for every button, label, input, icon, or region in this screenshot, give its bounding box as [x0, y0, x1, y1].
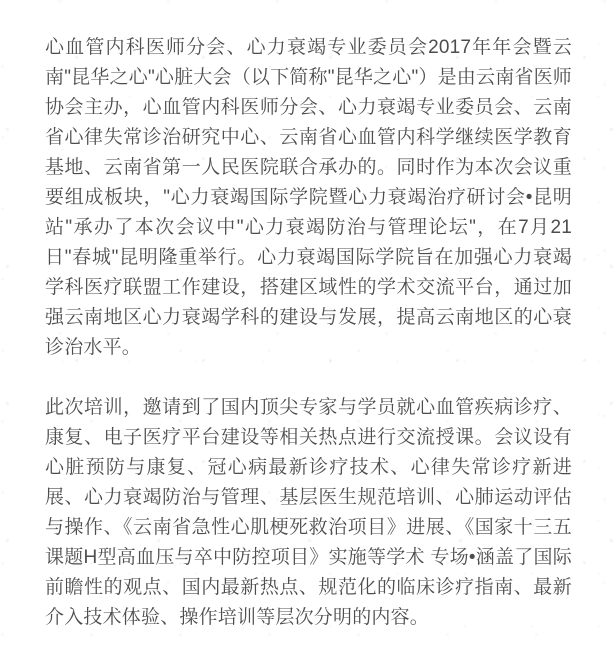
- article-body: [45, 33, 572, 663]
- article-paragraph-1: 心血管内科医师分会、心力衰竭专业委员会2017年年会暨云南"昆华之心"心脏大会（以下简称"昆华之心"）是由云南省医师协会主办，心血管内科医师分会、心力衰竭专业委员会、云南省心律失常诊治研究中心、云南省心血管内科学继续医学教育基地、云南省第一人民医院联合承办的。同时作为本次会议重要组成板块，"心力衰竭国际学院暨心力衰竭治疗研讨会•昆明站"承办了本次会议中"心力衰竭防治与管理论坛"，在7月21日"春城"昆明隆重举行。心力衰竭国际学院旨在加强心力衰竭学科医疗联盟工作建设，搭建区域性的学术交流平台，通过加强云南地区心力衰竭学科的建设与发展，提高云南地区的心衰诊治水平。: [45, 37, 572, 358]
- article-paragraph-2: 此次培训，邀请到了国内顶尖专家与学员就心血管疾病诊疗、康复、电子医疗平台建设等相关热点进行交流授课。会议设有心脏预防与康复、冠心病最新诊疗技术、心律失常诊疗新进展、心力衰竭防治与管理、基层医生规范培训、心肺运动评估与操作、《云南省急性心肌梗死救治项目》进展、《国家十三五课题H型高血压与卒中防控项目》实施等学术 专场•涵盖了国际前瞻性的观点、国内最新热点、规范化的临床诊疗指南、最新介入技术体验、操作培训等层次分明的内容。: [45, 397, 572, 628]
